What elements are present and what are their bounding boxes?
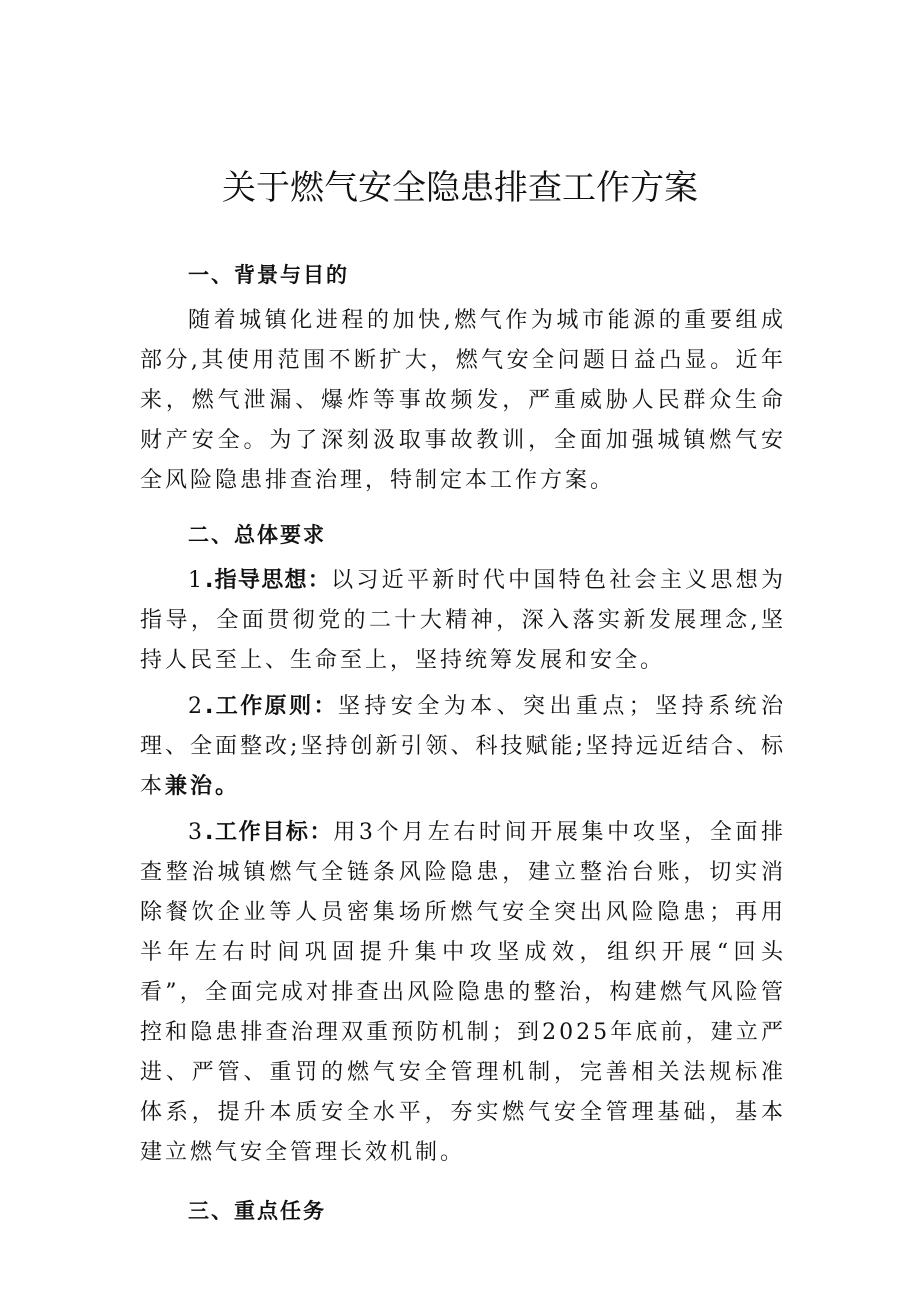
section-heading-background: 一、背景与目的 bbox=[188, 263, 349, 287]
item-number: 1 bbox=[188, 568, 205, 593]
item-text-bold-tail: 兼治。 bbox=[165, 774, 241, 799]
item-label: .工作目标： bbox=[205, 820, 334, 845]
item-label: .工作原则： bbox=[205, 694, 338, 719]
document-body bbox=[140, 255, 786, 1237]
item-number: 3 bbox=[188, 820, 205, 845]
background-paragraph: 随着城镇化进程的加快,燃气作为城市能源的重要组成部分,其使用范围不断扩大，燃气安全问题日益凸显。近年来，燃气泄漏、爆炸等事故频发，严重威胁人民群众生命财产安全。为了深刻汲取事故教训，全面加强城镇燃气安全风险隐患排查治理，特制定本工作方案。 bbox=[140, 308, 786, 493]
item-work-principles bbox=[140, 687, 786, 807]
item-text: 坚持安全为本、突出重点；坚持系统治理、全面整改;坚持创新引领、科技赋能;坚持远近结合、标本 bbox=[140, 694, 786, 799]
document-title: 关于燃气安全隐患排查工作方案 bbox=[222, 168, 698, 208]
section-heading-key-tasks: 三、重点任务 bbox=[188, 1199, 326, 1223]
item-text: 以习近平新时代中国特色社会主义思想为指导，全面贯彻党的二十大精神，深入落实新发展理念,坚持人民至上、生命至上，坚持统筹发展和安全。 bbox=[140, 568, 786, 673]
item-label: .指导思想： bbox=[205, 568, 332, 593]
item-work-goals bbox=[140, 813, 786, 1173]
section-heading-general-requirements: 二、总体要求 bbox=[188, 523, 326, 547]
item-guiding-ideology bbox=[140, 561, 786, 681]
item-number: 2 bbox=[188, 694, 205, 719]
item-text: 用3个月左右时间开展集中攻坚，全面排查整治城镇燃气全链条风险隐患，建立整治台账，切实消除餐饮企业等人员密集场所燃气安全突出风险隐患；再用半年左右时间巩固提升集中攻坚成效，组织开展“回头看”，全面完成对排查出风险隐患的整治，构建燃气风险管控和隐患排查治理双重预防机制；到2025年底前，建立严进、严管、重罚的燃气安全管理机制，完善相关法规标准体系，提升本质安全水平，夯实燃气安全管理基础，基本建立燃气安全管理长效机制。 bbox=[140, 820, 787, 1165]
